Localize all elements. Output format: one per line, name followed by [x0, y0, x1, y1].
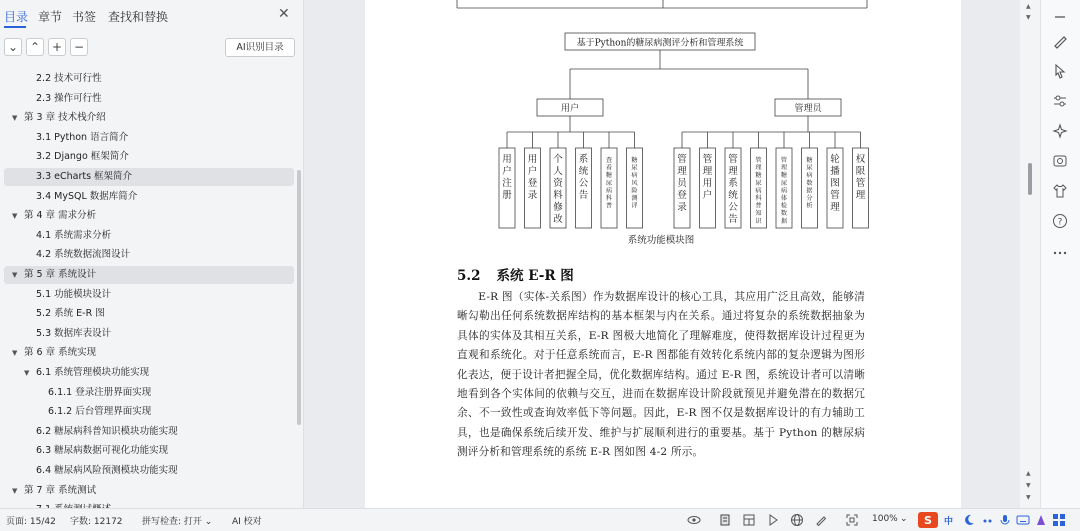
toc-item-label: 6.2 糖尿病科普知识模块功能实现 [36, 425, 178, 437]
scroll-top-icon[interactable]: ▼ [1026, 14, 1031, 21]
shirt-icon[interactable] [1051, 182, 1069, 200]
toc-item[interactable] [4, 384, 294, 402]
toc-item[interactable] [4, 188, 294, 206]
punctuation-icon[interactable] [980, 513, 994, 527]
diagram-leaf-label: 权限管理 [855, 154, 866, 201]
diagram-root-label: 基于Python的糖尿病测评分析和管理系统 [576, 38, 744, 49]
tab-toc[interactable]: 目录 [4, 10, 29, 24]
toc-item-label: 5.1 功能模块设计 [36, 288, 112, 300]
expand-all-button[interactable]: ⌃ [26, 38, 44, 56]
toc-item[interactable] [4, 482, 294, 500]
tab-bookmarks[interactable]: 书签 [72, 10, 97, 24]
section-title: 系统 E-R 图 [496, 268, 574, 284]
toc-item-label: 3.1 Python 语言简介 [36, 131, 129, 143]
expand-toggle-icon[interactable]: ▼ [12, 212, 18, 221]
toc-item[interactable] [4, 286, 294, 304]
toc-item-label: 3.2 Django 框架简介 [36, 151, 129, 163]
keyboard-icon[interactable] [1016, 513, 1030, 527]
toc-item-label: 2.2 技术可行性 [36, 73, 102, 84]
diagram-leaf-label: 个人资料修改 [553, 154, 563, 225]
skin-icon[interactable] [1034, 513, 1048, 527]
svg-text:S: S [924, 514, 932, 527]
toc-item-label: 第 4 章 需求分析 [24, 210, 97, 222]
spell-check-toggle[interactable]: 拼写检查: 打开 ⌄ [142, 517, 213, 527]
ime-language[interactable]: 中 [944, 517, 954, 527]
toc-item-label: 5.2 系统 E-R 图 [36, 308, 105, 320]
body-paragraph: E-R 图（实体-关系图）作为数据库设计的核心工具，其应用广泛且高效，能够清晰勾勒出任何系统数据库结构的基本框架与内在关系。通过将复杂的系统数据抽象为具体的实体及其相互关系，E-R 图极大地简化了理解难度，使得数据库设计过程更为直观和系统化。对于任意系统而言，E-R 图都能有效转化系统内部的复杂逻辑为图形化表达，便于设计者把握全局，优化数据库结构。通过 E-R 图，系统设计者可以清晰地看到各个实体间的依赖与交互，进而在数据库设计阶段就预见并避免潜在的数据冗余、不一致性或查询效率低下等问题。因此，E-R 图不仅是数据库设计的有力辅助工具，也是确保系统后续开发、维护与扩展顺利进行的重要基。基于 Python 的糖尿病测评分析和管理系统的系统 E-R 图如图 4-2 所示。 [457, 291, 865, 459]
diagram-leaf-label: 查看糖尿病科普 [605, 157, 613, 210]
star-sparkle-icon[interactable] [1051, 122, 1069, 140]
toc-list [0, 70, 296, 508]
diagram-group-admin-label: 管理员 [794, 104, 822, 114]
expand-toggle-icon[interactable]: ▼ [12, 349, 18, 358]
section-number: 5.2 [457, 268, 481, 284]
scroll-prev-icon[interactable]: ▲ [1026, 470, 1031, 477]
zoom-level[interactable]: 100% [872, 514, 898, 524]
remove-heading-button[interactable]: − [70, 38, 88, 56]
page-view-icon[interactable] [718, 513, 732, 527]
expand-toggle-icon[interactable]: ▼ [24, 369, 30, 377]
diagram-group-user-label: 用户 [560, 104, 580, 114]
toc-item[interactable] [4, 129, 294, 147]
toc-toolbar [0, 38, 304, 60]
diagram-leaf-label: 系统公告 [578, 154, 589, 201]
status-bar [0, 508, 1080, 531]
document-viewport [305, 0, 1020, 508]
function-module-diagram [365, 0, 961, 258]
ai-proofread-button[interactable]: AI 校对 [232, 517, 262, 527]
expand-toggle-icon[interactable]: ▼ [12, 114, 18, 123]
toc-item[interactable] [4, 148, 294, 166]
diagram-leaf-label: 用户登录 [527, 154, 538, 201]
fit-page-icon[interactable] [845, 513, 859, 527]
toc-item-label: 6.1.2 后台管理界面实现 [48, 406, 152, 418]
tab-find-replace[interactable]: 查找和替换 [108, 10, 169, 24]
voice-icon[interactable] [998, 513, 1012, 527]
document-scrollbar[interactable] [1020, 0, 1040, 508]
toc-item[interactable] [4, 403, 294, 421]
diagram-leaf-label: 管理系统公告 [728, 154, 738, 225]
word-count[interactable]: 字数: 12172 [70, 517, 123, 527]
toc-item-label: 6.1 系统管理模块功能实现 [36, 367, 150, 378]
pen-icon[interactable] [1051, 32, 1069, 50]
toc-item[interactable] [4, 109, 294, 127]
play-icon[interactable] [766, 513, 780, 527]
expand-toggle-icon[interactable]: ▼ [12, 486, 18, 495]
help-icon[interactable] [1051, 212, 1069, 230]
globe-icon[interactable] [790, 513, 804, 527]
document-page [365, 0, 961, 516]
toc-item[interactable] [4, 168, 294, 186]
toc-item-label: 第 5 章 系统设计 [24, 269, 97, 280]
moon-icon[interactable] [962, 513, 976, 527]
toc-item-label: 6.1.1 登录注册界面实现 [48, 386, 152, 398]
eye-protection-icon[interactable] [687, 513, 701, 527]
section-heading [457, 264, 574, 284]
active-tab-indicator [4, 26, 26, 28]
pen-annotate-icon[interactable] [814, 513, 828, 527]
toc-item-label: 6.3 糖尿病数据可视化功能实现 [36, 445, 169, 457]
toc-item-label: 6.4 糖尿病风险预测模块功能实现 [36, 465, 178, 476]
more-icon[interactable] [1051, 244, 1069, 262]
collapse-all-button[interactable]: ⌄ [4, 38, 22, 56]
toc-item[interactable] [4, 70, 294, 88]
toc-item[interactable] [4, 462, 294, 480]
web-layout-icon[interactable] [742, 513, 756, 527]
toc-item[interactable] [4, 423, 294, 441]
toc-item[interactable] [4, 90, 294, 108]
diagram-leaf-label: 管理员登录 [677, 154, 687, 213]
toc-item-label: 第 7 章 系统测试 [24, 484, 97, 496]
diagram-leaf-label: 管理糖尿病体检数据 [780, 157, 788, 225]
close-icon[interactable]: ✕ [278, 6, 290, 22]
adjust-sliders-icon[interactable] [1051, 92, 1069, 110]
toc-item-label: 3.4 MySQL 数据库简介 [36, 190, 138, 202]
diagram-leaf-label: 用户注册 [502, 154, 512, 201]
image-tool-icon[interactable] [1051, 152, 1069, 170]
diagram-caption: 系统功能模块图 [627, 235, 695, 246]
toc-item-label: 第 3 章 技术栈介绍 [24, 112, 106, 124]
scroll-up-icon[interactable]: ▲ [1026, 3, 1031, 10]
tab-chapters[interactable]: 章节 [38, 10, 63, 24]
panel-tabs [0, 0, 304, 32]
toc-item[interactable] [4, 364, 294, 382]
diagram-leaf-label: 管理糖尿病科普知识 [755, 157, 762, 225]
scroll-down-icon[interactable]: ▼ [1026, 494, 1031, 501]
expand-toggle-icon[interactable]: ▼ [12, 271, 18, 279]
toc-scrollbar[interactable] [297, 170, 301, 425]
toc-item-label: 5.3 数据库表设计 [36, 327, 112, 339]
toc-item[interactable] [4, 305, 294, 323]
diagram-leaf-label: 糖尿病数据分析 [806, 157, 813, 210]
toc-item-label: 4.1 系统需求分析 [36, 229, 112, 241]
toc-item[interactable] [4, 207, 294, 225]
add-heading-button[interactable]: + [48, 38, 66, 56]
minimize-icon[interactable] [1051, 8, 1069, 26]
navigation-panel [0, 0, 304, 508]
right-toolbar [1040, 0, 1080, 508]
toc-item-label: 4.2 系统数据流图设计 [36, 249, 131, 261]
diagram-leaf-label: 管理用户 [702, 154, 713, 201]
toc-item[interactable] [4, 442, 294, 460]
page-count[interactable]: 页面: 15/42 [6, 517, 56, 527]
select-cursor-icon[interactable] [1051, 62, 1069, 80]
toc-item[interactable] [4, 246, 294, 264]
ai-recognize-toc-button[interactable]: AI识别目录 [225, 38, 295, 57]
diagram-leaf-label: 糖尿病风险测评 [631, 157, 638, 210]
zoom-dropdown[interactable]: ⌄ [900, 514, 908, 524]
toc-item[interactable] [4, 227, 294, 245]
diagram-leaf-label: 轮播图管理 [830, 154, 840, 213]
toc-item[interactable] [4, 266, 294, 284]
toc-item-label: 第 6 章 系统实现 [24, 347, 97, 359]
toolbox-icon[interactable] [1052, 513, 1066, 527]
toc-item[interactable] [4, 344, 294, 362]
toc-item[interactable] [4, 325, 294, 343]
svg-text:?: ? [1057, 217, 1063, 228]
scroll-next-icon[interactable]: ▼ [1026, 482, 1031, 489]
toc-item-label: 3.3 eCharts 框架简介 [36, 171, 133, 182]
scroll-thumb[interactable] [1028, 163, 1032, 195]
ime-logo-icon[interactable] [918, 512, 938, 528]
toc-item-label: 2.3 操作可行性 [36, 92, 102, 104]
